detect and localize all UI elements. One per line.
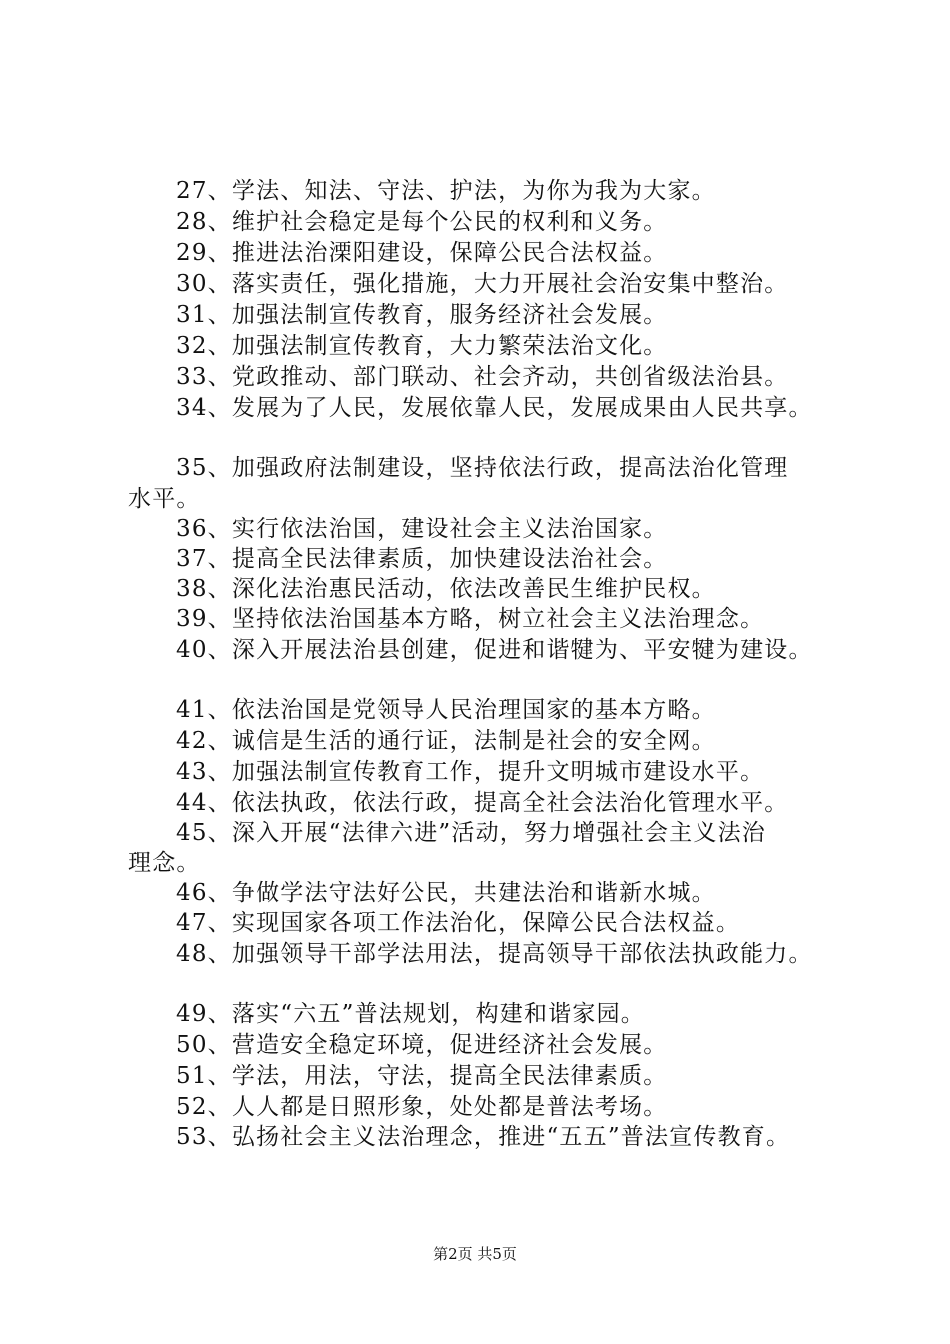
slogan-line: 32、加强法制宣传教育，大力繁荣法治文化。 xyxy=(176,333,668,359)
slogan-line: 50、营造安全稳定环境，促进经济社会发展。 xyxy=(176,1032,668,1058)
slogan-line: 44、依法执政，依法行政，提高全社会法治化管理水平。 xyxy=(176,790,789,816)
slogan-line: 31、加强法制宣传教育，服务经济社会发展。 xyxy=(176,302,668,328)
slogan-line: 28、维护社会稳定是每个公民的权利和义务。 xyxy=(176,209,668,235)
slogan-line: 39、坚持依法治国基本方略，树立社会主义法治理念。 xyxy=(176,606,765,632)
slogan-line: 38、深化法治惠民活动，依法改善民生维护民权。 xyxy=(176,576,716,602)
slogan-line: 37、提高全民法律素质，加快建设法治社会。 xyxy=(176,546,668,572)
slogan-line: 30、落实责任，强化措施，大力开展社会治安集中整治。 xyxy=(176,271,789,297)
slogan-line: 45、深入开展“法律六进”活动，努力增强社会主义法治 xyxy=(176,820,766,846)
slogan-line: 42、诚信是生活的通行证，法制是社会的安全网。 xyxy=(176,728,716,754)
slogan-line: 49、落实“六五”普法规划，构建和谐家园。 xyxy=(176,1001,645,1027)
slogan-line: 36、实行依法治国，建设社会主义法治国家。 xyxy=(176,516,668,542)
slogan-line: 43、加强法制宣传教育工作，提升文明城市建设水平。 xyxy=(176,759,765,785)
slogan-line: 53、弘扬社会主义法治理念，推进“五五”普法宣传教育。 xyxy=(176,1124,791,1150)
slogan-line: 47、实现国家各项工作法治化，保障公民合法权益。 xyxy=(176,910,741,936)
slogan-line: 33、党政推动、部门联动、社会齐动，共创省级法治县。 xyxy=(176,364,789,390)
slogan-line: 35、加强政府法制建设，坚持依法行政，提高法治化管理 xyxy=(176,455,789,481)
slogan-line: 48、加强领导干部学法用法，提高领导干部依法执政能力。 xyxy=(176,941,813,967)
slogan-line: 52、人人都是日照形象，处处都是普法考场。 xyxy=(176,1094,668,1120)
slogan-line-continued: 理念。 xyxy=(128,850,201,876)
slogan-line: 29、推进法治溧阳建设，保障公民合法权益。 xyxy=(176,240,668,266)
page-number-footer: 第2页 共5页 xyxy=(433,1245,517,1263)
slogan-line: 34、发展为了人民，发展依靠人民，发展成果由人民共享。 xyxy=(176,395,813,421)
slogan-line: 40、深入开展法治县创建，促进和谐犍为、平安犍为建设。 xyxy=(176,637,813,663)
slogan-line: 46、争做学法守法好公民，共建法治和谐新水城。 xyxy=(176,880,716,906)
slogan-line: 51、学法，用法，守法，提高全民法律素质。 xyxy=(176,1063,668,1089)
slogan-line: 41、依法治国是党领导人民治理国家的基本方略。 xyxy=(176,697,716,723)
slogan-line-continued: 水平。 xyxy=(128,486,201,512)
slogan-line: 27、学法、知法、守法、护法，为你为我为大家。 xyxy=(176,178,716,204)
